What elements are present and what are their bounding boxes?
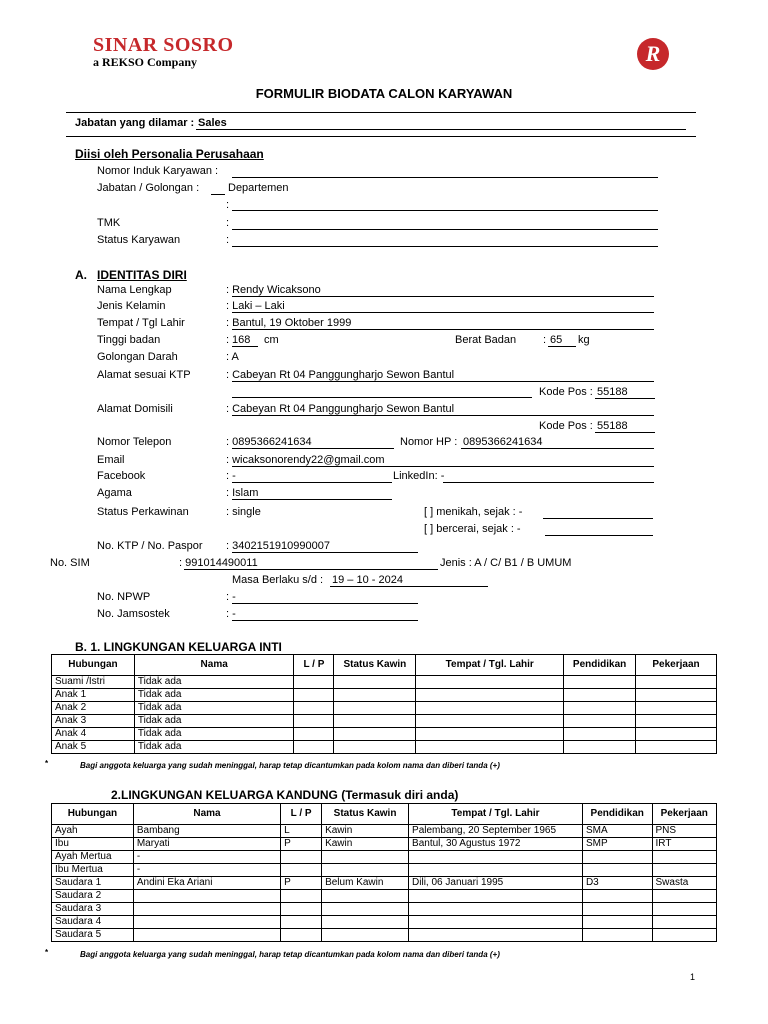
form-title: FORMULIR BIODATA CALON KARYAWAN <box>255 86 513 101</box>
table-cell[interactable] <box>564 676 636 689</box>
kodepos-label: Kode Pos : <box>539 420 593 432</box>
goldar-label: Golongan Darah <box>97 351 178 363</box>
table-cell[interactable] <box>334 702 416 715</box>
table-cell: Anak 3 <box>52 715 135 728</box>
note-star: * <box>45 948 49 957</box>
tinggi-label: Tinggi badan <box>97 334 161 346</box>
keluarga-kandung-note: Bagi anggota keluarga yang sudah meninggal, harap tetap dicantumkan pada kolom nama dan diberi tanda (+) <box>80 950 500 959</box>
table-cell[interactable] <box>294 689 334 702</box>
table-row <box>52 728 717 741</box>
table-cell[interactable]: Belum Kawin <box>322 877 409 890</box>
column-header: Pendidikan <box>564 655 636 676</box>
column-header: Status Kawin <box>322 804 409 825</box>
table-cell[interactable]: SMP <box>582 838 652 851</box>
table-cell[interactable] <box>636 689 717 702</box>
tmk-label: TMK <box>97 217 121 229</box>
jabatan-label: Jabatan yang dilamar : <box>75 117 195 129</box>
facebook-label: Facebook <box>97 470 146 482</box>
table-cell[interactable] <box>652 890 716 903</box>
table-row <box>52 741 717 754</box>
npwp-label: No. NPWP <box>97 591 151 603</box>
table-cell[interactable] <box>334 728 416 741</box>
table-cell[interactable] <box>652 851 716 864</box>
kodepos-ktp-value[interactable]: 55188 <box>597 386 628 398</box>
table-row <box>52 715 717 728</box>
table-cell: Suami /Istri <box>52 676 135 689</box>
table-cell[interactable] <box>294 728 334 741</box>
table-cell[interactable] <box>409 864 583 877</box>
tinggi-colon: : <box>226 334 230 346</box>
table-cell: Anak 5 <box>52 741 135 754</box>
colon-text: : <box>226 217 230 229</box>
colon-text: : <box>226 234 230 246</box>
bercerai-checkbox[interactable]: [ ] bercerai, sejak : - <box>424 523 521 535</box>
table-cell[interactable] <box>564 715 636 728</box>
table-cell[interactable] <box>564 728 636 741</box>
table-cell[interactable] <box>409 916 583 929</box>
table-cell[interactable] <box>582 903 652 916</box>
table-row <box>52 890 717 903</box>
jabatan-field[interactable] <box>232 210 658 211</box>
column-header: Status Kawin <box>334 655 416 676</box>
table-cell[interactable] <box>636 702 717 715</box>
telepon-value[interactable]: : 0895366241634 <box>226 436 312 448</box>
table-cell: Ibu <box>52 838 134 851</box>
table-cell[interactable] <box>636 728 717 741</box>
ttl-value[interactable]: : Bantul, 19 Oktober 1999 <box>226 317 352 329</box>
table-cell[interactable] <box>334 676 416 689</box>
table-cell[interactable]: Bantul, 30 Agustus 1972 <box>409 838 583 851</box>
table-row <box>52 676 717 689</box>
goldar-value[interactable]: : A <box>226 351 239 363</box>
table-cell: Saudara 2 <box>52 890 134 903</box>
company-subtitle: a REKSO Company <box>93 55 198 69</box>
table-cell[interactable]: IRT <box>652 838 716 851</box>
table-cell[interactable] <box>652 929 716 942</box>
table-cell[interactable] <box>294 702 334 715</box>
table-cell[interactable]: P <box>281 838 322 851</box>
column-header: L / P <box>294 655 334 676</box>
table-header-row <box>52 804 717 825</box>
table-cell: Saudara 3 <box>52 903 134 916</box>
agama-value[interactable]: : Islam <box>226 487 259 499</box>
table-row <box>52 689 717 702</box>
table-cell[interactable]: Palembang, 20 September 1965 <box>409 825 583 838</box>
berat-unit: kg <box>578 334 590 346</box>
status-perkawinan-value[interactable]: : single <box>226 506 261 518</box>
table-cell[interactable] <box>652 916 716 929</box>
column-header: Pendidikan <box>582 804 652 825</box>
table-cell[interactable] <box>294 741 334 754</box>
table-cell[interactable] <box>294 676 334 689</box>
jamsostek-label: No. Jamsostek <box>97 608 170 620</box>
table-cell[interactable]: Tidak ada <box>134 676 294 689</box>
table-cell[interactable] <box>281 929 322 942</box>
table-cell[interactable] <box>636 741 717 754</box>
jenis-kelamin-value[interactable]: : Laki – Laki <box>226 300 285 312</box>
table-cell[interactable] <box>416 689 564 702</box>
table-cell[interactable] <box>416 676 564 689</box>
berat-colon: : <box>543 334 547 346</box>
nik-field[interactable] <box>232 177 658 178</box>
table-cell[interactable]: SMA <box>582 825 652 838</box>
table-row <box>52 929 717 942</box>
note-star: * <box>45 759 49 768</box>
table-cell[interactable] <box>133 916 280 929</box>
column-header: Pekerjaan <box>636 655 717 676</box>
table-cell[interactable]: Andini Eka Ariani <box>133 877 280 890</box>
kodepos-label: Kode Pos : <box>539 386 593 398</box>
page-number: 1 <box>690 972 696 982</box>
column-header: Pekerjaan <box>652 804 716 825</box>
nik-label: Nomor Induk Karyawan : <box>97 165 219 177</box>
table-cell[interactable]: Tidak ada <box>134 702 294 715</box>
table-cell[interactable] <box>133 903 280 916</box>
hp-value[interactable]: 0895366241634 <box>463 436 543 448</box>
table-cell[interactable] <box>636 715 717 728</box>
table-cell[interactable] <box>636 676 717 689</box>
table-cell[interactable] <box>409 851 583 864</box>
keluarga-inti-note: Bagi anggota keluarga yang sudah meninggal, harap tetap dicantumkan pada kolom nama dan diberi tanda (+) <box>80 761 500 770</box>
column-header: Tempat / Tgl. Lahir <box>409 804 583 825</box>
table-row <box>52 903 717 916</box>
table-cell[interactable] <box>322 929 409 942</box>
table-cell[interactable] <box>133 929 280 942</box>
table-cell[interactable] <box>416 702 564 715</box>
table-cell[interactable] <box>322 890 409 903</box>
menikah-checkbox[interactable]: [ ] menikah, sejak : - <box>424 506 523 518</box>
npwp-value[interactable]: : - <box>226 591 236 603</box>
ktp-value[interactable]: : 3402151910990007 <box>226 540 330 552</box>
personalia-heading: Diisi oleh Personalia Perusahaan <box>75 147 264 161</box>
jabatan-value[interactable]: Sales <box>198 117 227 129</box>
hp-label: Nomor HP : <box>400 436 458 448</box>
section-letter-a: A. <box>75 268 87 282</box>
kodepos-domisili-value[interactable]: 55188 <box>597 420 628 432</box>
nama-value[interactable]: : Rendy Wicaksono <box>226 284 321 296</box>
table-cell[interactable] <box>322 864 409 877</box>
table-cell[interactable] <box>409 890 583 903</box>
table-cell[interactable] <box>564 702 636 715</box>
table-cell: Anak 4 <box>52 728 135 741</box>
column-header: Nama <box>134 655 294 676</box>
table-row <box>52 825 717 838</box>
keluarga-inti-table <box>51 654 717 754</box>
berat-value[interactable]: 65 <box>550 334 563 346</box>
table-cell: Ayah <box>52 825 134 838</box>
column-header: Tempat / Tgl. Lahir <box>416 655 564 676</box>
alamat-ktp-value[interactable]: : Cabeyan Rt 04 Panggungharjo Sewon Bantul <box>226 369 455 381</box>
tinggi-unit: cm <box>264 334 279 346</box>
table-cell: Saudara 1 <box>52 877 134 890</box>
status-perkawinan-label: Status Perkawinan <box>97 506 189 518</box>
table-cell[interactable]: Tidak ada <box>134 689 294 702</box>
table-cell[interactable] <box>582 851 652 864</box>
jenis-kelamin-label: Jenis Kelamin <box>97 300 166 312</box>
table-cell[interactable]: Swasta <box>652 877 716 890</box>
table-cell[interactable] <box>652 903 716 916</box>
alamat-ktp-label: Alamat sesuai KTP <box>97 369 191 381</box>
identitas-heading: IDENTITAS DIRI <box>97 268 187 282</box>
table-cell[interactable] <box>409 929 583 942</box>
table-cell: Anak 2 <box>52 702 135 715</box>
rekso-logo-icon: R <box>637 38 669 70</box>
keluarga-kandung-heading <box>111 788 458 802</box>
table-cell[interactable]: Kawin <box>322 838 409 851</box>
status-karyawan-label: Status Karyawan <box>97 234 181 246</box>
table-row <box>52 851 717 864</box>
jenis-sim: Jenis : A / C/ B1 / B UMUM <box>440 557 572 569</box>
table-cell: Saudara 5 <box>52 929 134 942</box>
table-row <box>52 916 717 929</box>
table-cell[interactable]: Maryati <box>133 838 280 851</box>
table-cell[interactable] <box>564 689 636 702</box>
table-row <box>52 864 717 877</box>
table-cell[interactable] <box>281 916 322 929</box>
table-cell[interactable] <box>582 929 652 942</box>
table-cell[interactable] <box>334 715 416 728</box>
table-row <box>52 838 717 851</box>
departemen-label: Departemen <box>228 182 289 194</box>
table-cell[interactable] <box>281 890 322 903</box>
table-cell[interactable] <box>582 890 652 903</box>
keluarga-inti-heading: B. 1. LINGKUNGAN KELUARGA INTI <box>75 640 282 654</box>
table-cell[interactable] <box>281 903 322 916</box>
nama-label: Nama Lengkap <box>97 284 172 296</box>
alamat-domisili-label: Alamat Domisili <box>97 403 173 415</box>
table-cell: Anak 1 <box>52 689 135 702</box>
table-cell[interactable] <box>322 851 409 864</box>
colon-text: : <box>226 199 230 211</box>
table-cell[interactable] <box>281 851 322 864</box>
masa-berlaku-value[interactable]: 19 – 10 - 2024 <box>332 574 403 586</box>
table-cell[interactable]: Tidak ada <box>134 728 294 741</box>
table-cell: Ibu Mertua <box>52 864 134 877</box>
alamat-domisili-value[interactable]: : Cabeyan Rt 04 Panggungharjo Sewon Bantul <box>226 403 455 415</box>
table-cell: Saudara 4 <box>52 916 134 929</box>
berat-label: Berat Badan <box>455 334 517 346</box>
column-header: L / P <box>281 804 322 825</box>
column-header: Hubungan <box>52 804 134 825</box>
ttl-label: Tempat / Tgl Lahir <box>97 317 185 329</box>
email-label: Email <box>97 454 125 466</box>
email-value[interactable]: : wicaksonorendy22@gmail.com <box>226 454 385 466</box>
table-cell[interactable] <box>652 864 716 877</box>
table-cell[interactable]: - <box>133 864 280 877</box>
sim-label: No. SIM <box>50 557 90 569</box>
jamsostek-value[interactable]: : - <box>226 608 236 620</box>
table-cell[interactable] <box>564 741 636 754</box>
table-cell[interactable] <box>322 916 409 929</box>
table-cell[interactable]: - <box>133 851 280 864</box>
table-cell[interactable]: D3 <box>582 877 652 890</box>
table-cell[interactable] <box>416 715 564 728</box>
keluarga-kandung-table <box>51 803 717 942</box>
keluarga-kandung-heading-main: 2.LINGKUNGAN KELUARGA KANDUNG <box>111 788 338 802</box>
table-cell[interactable] <box>416 741 564 754</box>
table-cell[interactable]: Bambang <box>133 825 280 838</box>
tinggi-value[interactable]: 168 <box>232 334 251 346</box>
table-cell[interactable] <box>334 741 416 754</box>
table-cell[interactable] <box>322 903 409 916</box>
sim-value[interactable]: : 991014490011 <box>179 557 258 569</box>
column-header: Hubungan <box>52 655 135 676</box>
table-cell[interactable] <box>334 689 416 702</box>
table-cell[interactable] <box>582 916 652 929</box>
company-logo-text: SINAR SOSRO <box>93 34 234 56</box>
table-cell[interactable] <box>416 728 564 741</box>
table-cell[interactable] <box>294 715 334 728</box>
table-row <box>52 877 717 890</box>
linkedin-value[interactable]: LinkedIn: - <box>393 470 445 482</box>
keluarga-kandung-heading-sub: (Termasuk diri anda) <box>337 788 459 802</box>
table-cell[interactable] <box>582 864 652 877</box>
tmk-field[interactable] <box>232 229 658 230</box>
column-header: Nama <box>133 804 280 825</box>
table-cell[interactable] <box>281 864 322 877</box>
jabatan-golongan-label: Jabatan / Golongan : <box>97 182 200 194</box>
facebook-value[interactable]: : - <box>226 470 236 482</box>
table-cell[interactable]: PNS <box>652 825 716 838</box>
table-cell[interactable]: Dili, 06 Januari 1995 <box>409 877 583 890</box>
telepon-label: Nomor Telepon <box>97 436 172 448</box>
table-row <box>52 702 717 715</box>
table-cell[interactable]: L <box>281 825 322 838</box>
agama-label: Agama <box>97 487 132 499</box>
ktp-label: No. KTP / No. Paspor <box>97 540 203 552</box>
table-cell: Ayah Mertua <box>52 851 134 864</box>
table-cell[interactable] <box>133 890 280 903</box>
table-cell[interactable]: Kawin <box>322 825 409 838</box>
status-karyawan-field[interactable] <box>232 246 658 247</box>
table-cell[interactable]: Tidak ada <box>134 715 294 728</box>
table-header-row <box>52 655 717 676</box>
masa-berlaku-label: Masa Berlaku s/d : <box>232 574 324 586</box>
table-cell[interactable]: Tidak ada <box>134 741 294 754</box>
table-cell[interactable] <box>409 903 583 916</box>
table-cell[interactable]: P <box>281 877 322 890</box>
